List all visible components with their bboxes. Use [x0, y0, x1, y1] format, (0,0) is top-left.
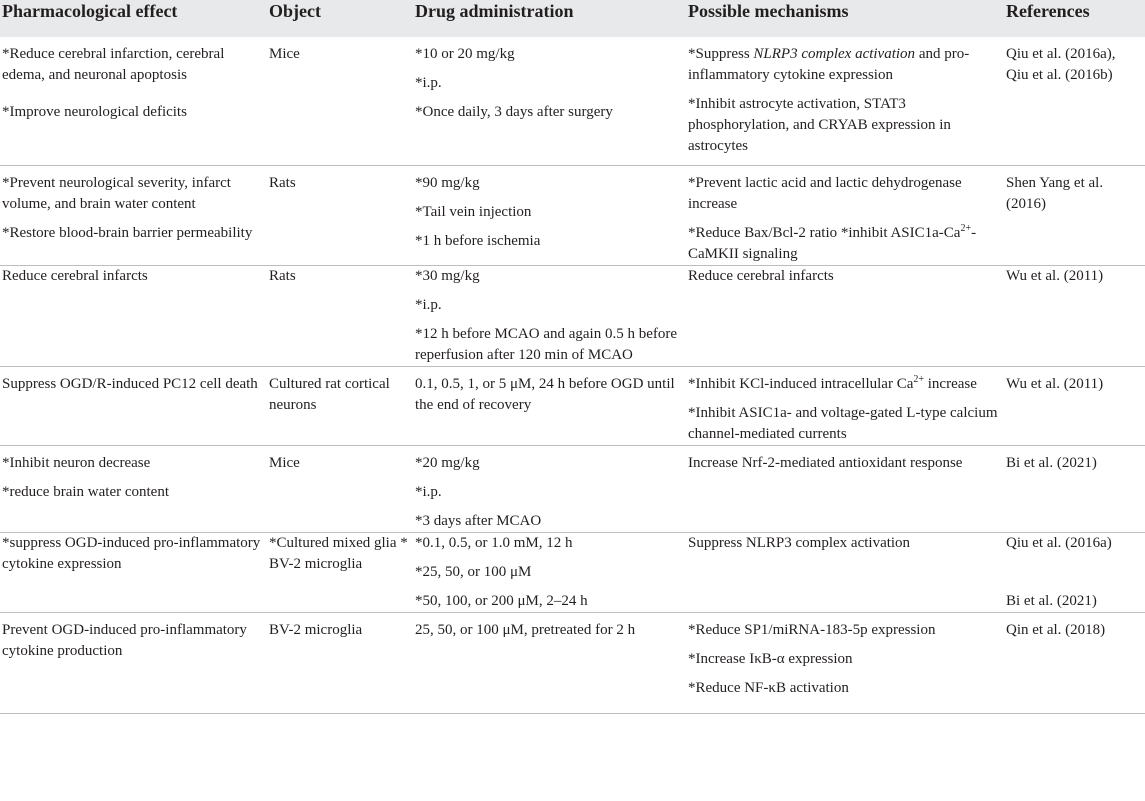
table-row: [0, 37, 1145, 157]
mechanism-text: *Inhibit KCl-induced intracellular $Ca^{2+}$ increase: [688, 373, 977, 392]
mechanism-text: *Inhibit ASIC1a- and voltage-gated L-type calcium channel-mediated currents: [688, 404, 998, 442]
administration-cell: [415, 445, 688, 532]
reference-cell: [1006, 532, 1145, 612]
admin-text: *30 mg/kg: [415, 267, 480, 284]
admin-text: *3 days after MCAO: [415, 512, 542, 529]
reference-link[interactable]: Qiu et al. (2016b): [1006, 67, 1113, 83]
mechanism-text: *Inhibit astrocyte activation, STAT3 phosphorylation, and CRYAB expression in astrocytes: [688, 96, 951, 154]
mechanism-text: *Prevent lactic acid and lactic dehydrogenase increase: [688, 174, 962, 212]
object-cell: *Cultured mixed glia * BV-2 microglia: [269, 534, 408, 572]
reference-link[interactable]: Bi et al. (2021): [1006, 454, 1097, 471]
effect-text: Prevent OGD-induced pro-inflammatory cytokine production: [2, 621, 247, 659]
table-row: [0, 265, 1145, 366]
mechanism-text: Increase Nrf-2-mediated antioxidant response: [688, 454, 963, 471]
admin-text: *20 mg/kg: [415, 454, 480, 471]
effect-text: Suppress OGD/R-induced PC12 cell death: [2, 375, 258, 392]
effect-cell: [0, 37, 269, 157]
effect-cell: [0, 445, 269, 532]
header-effect: Pharmacological effect: [2, 1, 178, 21]
object-cell: Mice: [269, 46, 300, 62]
table-row: [0, 165, 1145, 265]
effect-text: *Prevent neurological severity, infarct volume, and brain water content: [2, 174, 231, 212]
table-row: [0, 532, 1145, 612]
object-cell: Mice: [269, 454, 300, 471]
reference-link[interactable]: Shen Yang et al. (2016): [1006, 174, 1104, 212]
administration-cell: [415, 37, 688, 157]
admin-text: *i.p.: [415, 483, 442, 500]
effect-text: *Reduce cerebral infarction, cerebral edema, and neuronal apoptosis: [2, 46, 225, 83]
table-row: [0, 612, 1145, 713]
mechanism-text: *Reduce NF-κB activation: [688, 679, 849, 696]
mechanism-text: Reduce cerebral infarcts: [688, 267, 834, 284]
effect-text: *Inhibit neuron decrease: [2, 454, 151, 471]
administration-cell: [415, 265, 688, 366]
header-references: References: [1006, 1, 1090, 21]
mechanism-text: *Increase IκB-α expression: [688, 650, 853, 667]
object-cell: Rats: [269, 267, 296, 284]
object-cell: Cultured rat cortical neurons: [269, 375, 390, 413]
admin-text: *12 h before MCAO and again 0.5 h before reperfusion after 120 min of MCAO: [415, 325, 678, 363]
mechanism-cell: [688, 366, 1006, 445]
reference-link[interactable]: Wu et al. (2011): [1006, 375, 1104, 392]
reference-link[interactable]: Bi et al. (2021): [1006, 592, 1097, 609]
effect-text: Reduce cerebral infarcts: [2, 267, 148, 284]
reference-link[interactable]: Qiu et al. (2016a): [1006, 534, 1112, 551]
mechanism-text: Suppress NLRP3 complex activation: [688, 534, 911, 551]
mechanism-text: *Reduce Bax/Bcl-2 ratio *inhibit $ASIC1a-Ca^{2+}$-CaMKII signaling: [688, 222, 977, 262]
effect-text: *Improve neurological deficits: [2, 104, 187, 120]
object-cell: BV-2 microglia: [269, 621, 363, 638]
reference-link[interactable]: Qiu et al. (2016a),: [1006, 46, 1116, 62]
object-cell: Rats: [269, 174, 296, 191]
mechanism-cell: [688, 165, 1006, 265]
admin-text: 25, 50, or 100 μM, pretreated for 2 h: [415, 621, 636, 638]
admin-text: *50, 100, or 200 μM, 2–24 h: [415, 592, 588, 609]
reference-link[interactable]: Wu et al. (2011): [1006, 267, 1104, 284]
mechanism-cell: [688, 612, 1006, 713]
admin-text: *0.1, 0.5, or 1.0 mM, 12 h: [415, 534, 573, 551]
mechanism-text: *Reduce SP1/miRNA-183-5p expression: [688, 621, 936, 638]
admin-text: *i.p.: [415, 75, 442, 91]
reference-link[interactable]: Qin et al. (2018): [1006, 621, 1106, 638]
admin-text: *Tail vein injection: [415, 203, 532, 220]
admin-text: *1 h before ischemia: [415, 232, 541, 249]
admin-text: *10 or 20 mg/kg: [415, 46, 515, 62]
admin-text: *25, 50, or 100 μM: [415, 563, 532, 580]
reference-cell: [1006, 37, 1145, 157]
mechanism-text: *Suppress NLRP3 complex activation and pro-inflammatory cytokine expression: [688, 46, 970, 83]
admin-text: 0.1, 0.5, 1, or 5 μM, 24 h before OGD until the end of recovery: [415, 375, 675, 413]
header-administration: Drug administration: [415, 1, 574, 21]
mechanism-cell: [688, 37, 1006, 157]
effect-cell: [0, 165, 269, 265]
header-mechanisms: Possible mechanisms: [688, 1, 849, 21]
admin-text: *i.p.: [415, 296, 442, 313]
admin-text: *90 mg/kg: [415, 174, 480, 191]
table-row: [0, 366, 1145, 445]
admin-text: *Once daily, 3 days after surgery: [415, 104, 613, 120]
table-row: [0, 445, 1145, 532]
administration-cell: [415, 165, 688, 265]
effect-text: *Restore blood-brain barrier permeability: [2, 224, 253, 241]
table-header-row: [0, 0, 1145, 37]
administration-cell: [415, 532, 688, 612]
effect-text: *reduce brain water content: [2, 483, 169, 500]
effect-text: *suppress OGD-induced pro-inflammatory cytokine expression: [2, 534, 261, 572]
header-object: Object: [269, 1, 321, 21]
